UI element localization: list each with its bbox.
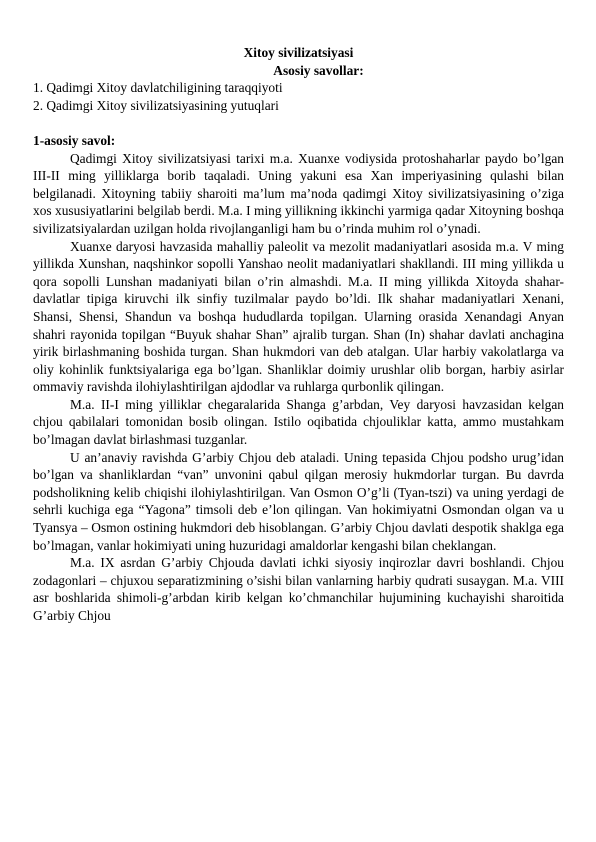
body-paragraph: Xuanxe daryosi havzasida mahalliy paleolit va mezolit madaniyatlari asosida m.a. V ming yillikda Xunshan, naqshinkor sopolli Yanshao neolit madaniyatlari shakllandi. III ming yillikda u qora sopolli Lunshan madaniyati bilan o’rin almashdi. M.a. II ming yillikda Xitoyda shahar-davlatlar tipiga kiruvchi ilk sinfiy tuzilmalar paydo bo’ldi. Ilk shahar madaniyatlari Xenani, Shansi, Shensi, Shandun va boshqa hududlarda topilgan. Ularning orasida Xenandagi Anyan shahri rayonida topilgan “Buyuk shahar Shan” ajralib turgan. Shan (In) shahar davlati anchagina yirik birlashmaning boshida turgan. Shan hukmdori van deb atalgan. Ular harbiy vakolatlarga va oliy kohinlik funktsiyalariga ega bo’lgan. Shanliklar doimiy urushlar olib borgan, harbiy asirlar ommaviy ravishda ilohiylashtirilgan ajdodlar va ruhlarga qurbonlik qilingan. [33,238,564,395]
document-subtitle: Asosiy savollar: [273,62,364,78]
section-heading: 1-asosiy savol: [33,132,116,148]
question-item: 1. Qadimgi Xitoy davlatchiligining taraqqiyoti [33,80,283,96]
body-paragraph: U an’anaviy ravishda G’arbiy Chjou deb ataladi. Uning tepasida Chjou podsho urug’idan bo’lgan va shanliklardan “van” unvonini qabul qilgan merosiy hukmdorlar turgan. Bu davrda podsholikning kelib chiqishi ilohiylashtirilgan. Van Osmon O’g’li (Tyan-tszi) va uning yerdagi de sehrli kuchiga ega “Yagona” timsoli deb e’lon qilingan. Van hokimiyatni Osmondan olgan va u Tyansya – Osmon ostining hukmdori deb hisoblangan. G’arbiy Chjou davlati despotik shaklga ega bo’lmagan, vanlar hokimiyati uning huzuridagi amaldorlar kengashi bilan cheklangan. [33,449,564,553]
blank-line [33,114,564,132]
document-page [33,44,564,625]
document-title: Xitoy sivilizatsiyasi [243,45,354,60]
body-paragraph: M.a. II-I ming yilliklar chegaralarida Shanga g’arbdan, Vey daryosi havzasidan kelgan chjou qabilalari tomonidan bosib olingan. Istilo oqibatida chjouliklar katta, ammo mustahkam bo’lmagan davlat birlashmasi tuzganlar. [33,396,564,448]
question-item: 2. Qadimgi Xitoy sivilizatsiyasining yutuqlari [33,97,279,113]
body-paragraph: Qadimgi Xitoy sivilizatsiyasi tarixi m.a. Xuanxe vodiysida protoshaharlar paydo bo’lgan III-II ming yilliklarga borib taqaladi. Uning yakuni esa Xan imperiyasining qulashi bilan belgilanadi. Xitoyning tabiiy sharoiti ma’lum ma’noda qadimgi Xitoy sivilizatsiyasining o’ziga xos xususiyatlarini belgilab berdi. M.a. I ming yillikning ikkinchi yarmiga qadar Xitoyning boshqa sivilizatsiyalardan uzilgan holda rivojlanganligi ham bu o’rinda muhim rol o’ynadi. [33,150,564,236]
body-paragraph: M.a. IX asrdan G’arbiy Chjouda davlati ichki siyosiy inqirozlar davri boshlandi. Chjou zodagonlari – chjuxou separatizmining o’sishi bilan vanlarning harbiy qudrati susaygan. M.a. VIII asr boshlarida shimoli-g’arbdan kirib kelgan ko’chmanchilar hujumining kuchayishi sharoitida G’arbiy Chjou [33,555,564,623]
